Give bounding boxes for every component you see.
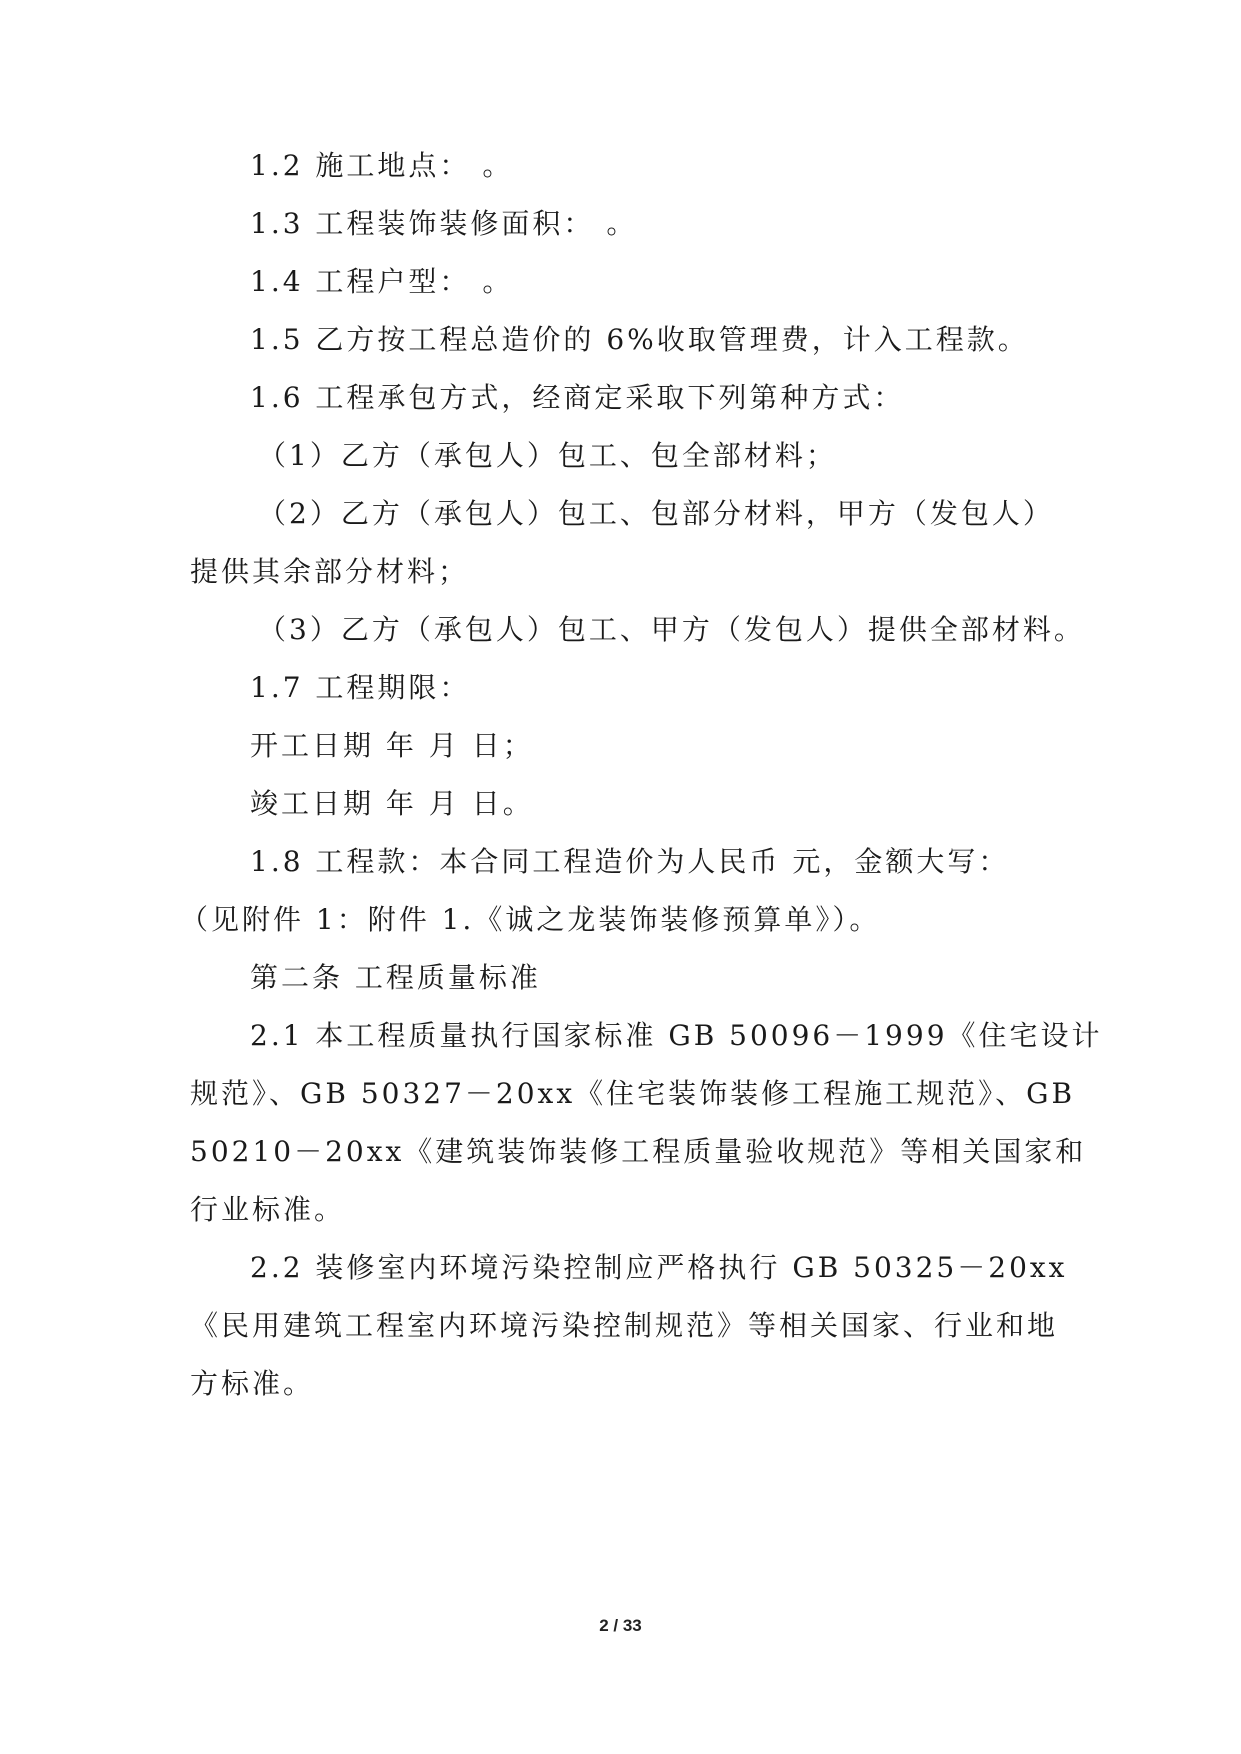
clause-1-8-attachment: （见附件 1：附件 1.《诚之龙装饰装修预算单》）。 (180, 903, 881, 936)
option-3: （3）乙方（承包人）包工、甲方（发包人）提供全部材料。 (258, 613, 1085, 646)
clause-1-3: 1.3 工程装饰装修面积： 。 (250, 207, 638, 240)
option-1: （1）乙方（承包人）包工、包全部材料； (258, 439, 837, 472)
clause-1-2: 1.2 施工地点： 。 (250, 149, 514, 182)
clause-1-4: 1.4 工程户型： 。 (250, 265, 514, 298)
page-number: 2 / 33 (599, 1616, 642, 1635)
clause-1-7: 1.7 工程期限： (250, 671, 471, 704)
clause-2-1: 2.1 本工程质量执行国家标准 GB 50096－1999《住宅设计 (250, 1019, 1103, 1052)
start-date: 开工日期 年 月 日； (250, 729, 534, 762)
clause-1-5: 1.5 乙方按工程总造价的 6%收取管理费，计入工程款。 (250, 323, 1029, 356)
clause-2-2: 2.2 装修室内环境污染控制应严格执行 GB 50325－20xx (250, 1251, 1068, 1284)
clause-2-1-line-2: 规范》、GB 50327－20xx《住宅装饰装修工程施工规范》、GB (190, 1077, 1076, 1110)
clause-1-6: 1.6 工程承包方式，经商定采取下列第种方式： (250, 381, 905, 414)
clause-2-2-line-3: 方标准。 (190, 1367, 315, 1400)
option-2: （2）乙方（承包人）包工、包部分材料，甲方（发包人） (258, 497, 1054, 530)
clause-1-8: 1.8 工程款：本合同工程造价为人民币 元，金额大写： (250, 845, 1010, 878)
section-2-heading: 第二条 工程质量标准 (250, 961, 541, 994)
clause-2-1-line-3: 50210－20xx《建筑装饰装修工程质量验收规范》等相关国家和 (190, 1135, 1087, 1168)
option-2-continued: 提供其余部分材料； (190, 555, 470, 588)
clause-2-2-line-2: 《民用建筑工程室内环境污染控制规范》等相关国家、行业和地 (190, 1309, 1059, 1342)
completion-date: 竣工日期 年 月 日。 (250, 787, 534, 820)
clause-2-1-line-4: 行业标准。 (190, 1193, 346, 1226)
